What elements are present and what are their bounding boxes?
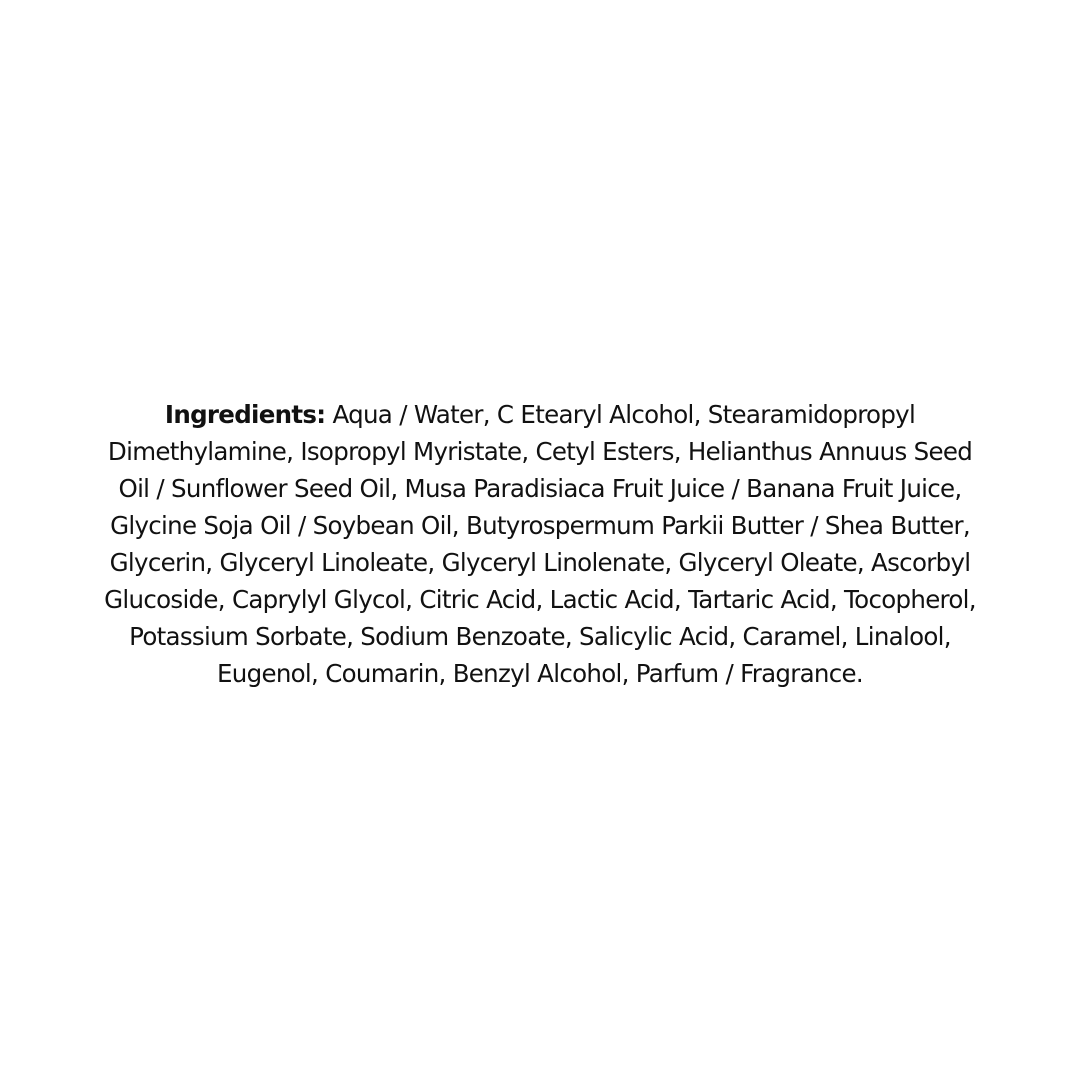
ingredients-list	[100, 396, 980, 692]
ingredients-text: Aqua / Water, C Etearyl Alcohol, Stearamidopropyl Dimethylamine, Isopropyl Myristate, Cetyl Esters, Helianthus Annuus Seed Oil / Sunflower Seed Oil, Musa Paradisiaca Fruit Juice / Banana Fruit Juice, Glycine Soja Oil / Soybean Oil, Butyrospermum Parkii Butter / Shea Butter, Glycerin, Glyceryl Linoleate, Glyceryl Linolenate, Glyceryl Oleate, Ascorbyl Glucoside, Caprylyl Glycol, Citric Acid, Lactic Acid, Tartaric Acid, Tocopherol, Potassium Sorbate, Sodium Benzoate, Salicylic Acid, Caramel, Linalool, Eugenol, Coumarin, Benzyl Alcohol, Parfum / Fragrance.	[104, 399, 976, 688]
ingredients-label: Ingredients:	[164, 399, 326, 429]
